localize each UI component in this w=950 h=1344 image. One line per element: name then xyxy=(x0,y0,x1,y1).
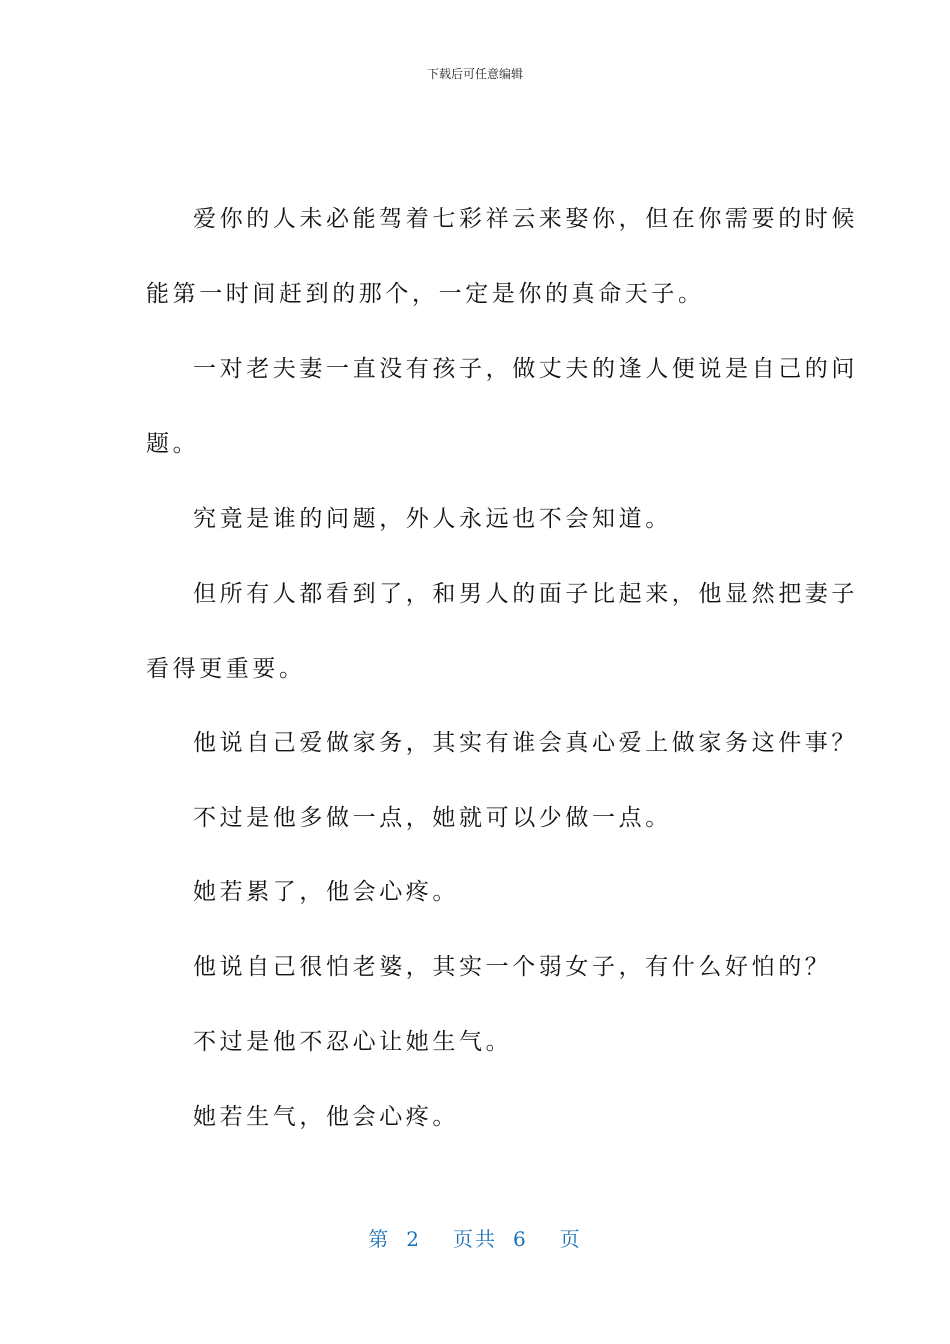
paragraph-line: 一对老夫妻一直没有孩子，做丈夫的逢人便说是自己的问 xyxy=(193,356,858,382)
page-label-prefix: 第 xyxy=(368,1227,391,1251)
paragraph-line: 题。 xyxy=(146,431,200,457)
page-label-mid: 页共 xyxy=(453,1227,497,1251)
header-note: 下载后可任意编辑 xyxy=(426,67,523,81)
paragraph-line: 她若累了，他会心疼。 xyxy=(193,879,459,905)
paragraph-line: 他说自己爱做家务，其实有谁会真心爱上做家务这件事？ xyxy=(193,730,858,756)
paragraph-line: 她若生气，他会心疼。 xyxy=(193,1104,459,1130)
paragraph-line: 究竟是谁的问题，外人永远也不会知道。 xyxy=(193,506,672,532)
page-label-suffix: 页 xyxy=(559,1227,582,1251)
paragraph-line: 他说自己很怕老婆，其实一个弱女子，有什么好怕的？ xyxy=(193,954,832,980)
total-pages-number: 6 xyxy=(513,1227,528,1251)
page-number-footer xyxy=(0,1226,950,1252)
paragraph-line: 看得更重要。 xyxy=(146,656,306,682)
paragraph-line: 不过是他不忍心让她生气。 xyxy=(193,1029,513,1055)
current-page-number: 2 xyxy=(406,1227,421,1251)
paragraph-line: 能第一时间赶到的那个，一定是你的真命天子。 xyxy=(146,281,705,307)
paragraph-line: 不过是他多做一点，她就可以少做一点。 xyxy=(193,805,672,831)
paragraph-line: 爱你的人未必能驾着七彩祥云来娶你，但在你需要的时候 xyxy=(193,206,858,232)
paragraph-line: 但所有人都看到了，和男人的面子比起来，他显然把妻子 xyxy=(193,581,858,607)
